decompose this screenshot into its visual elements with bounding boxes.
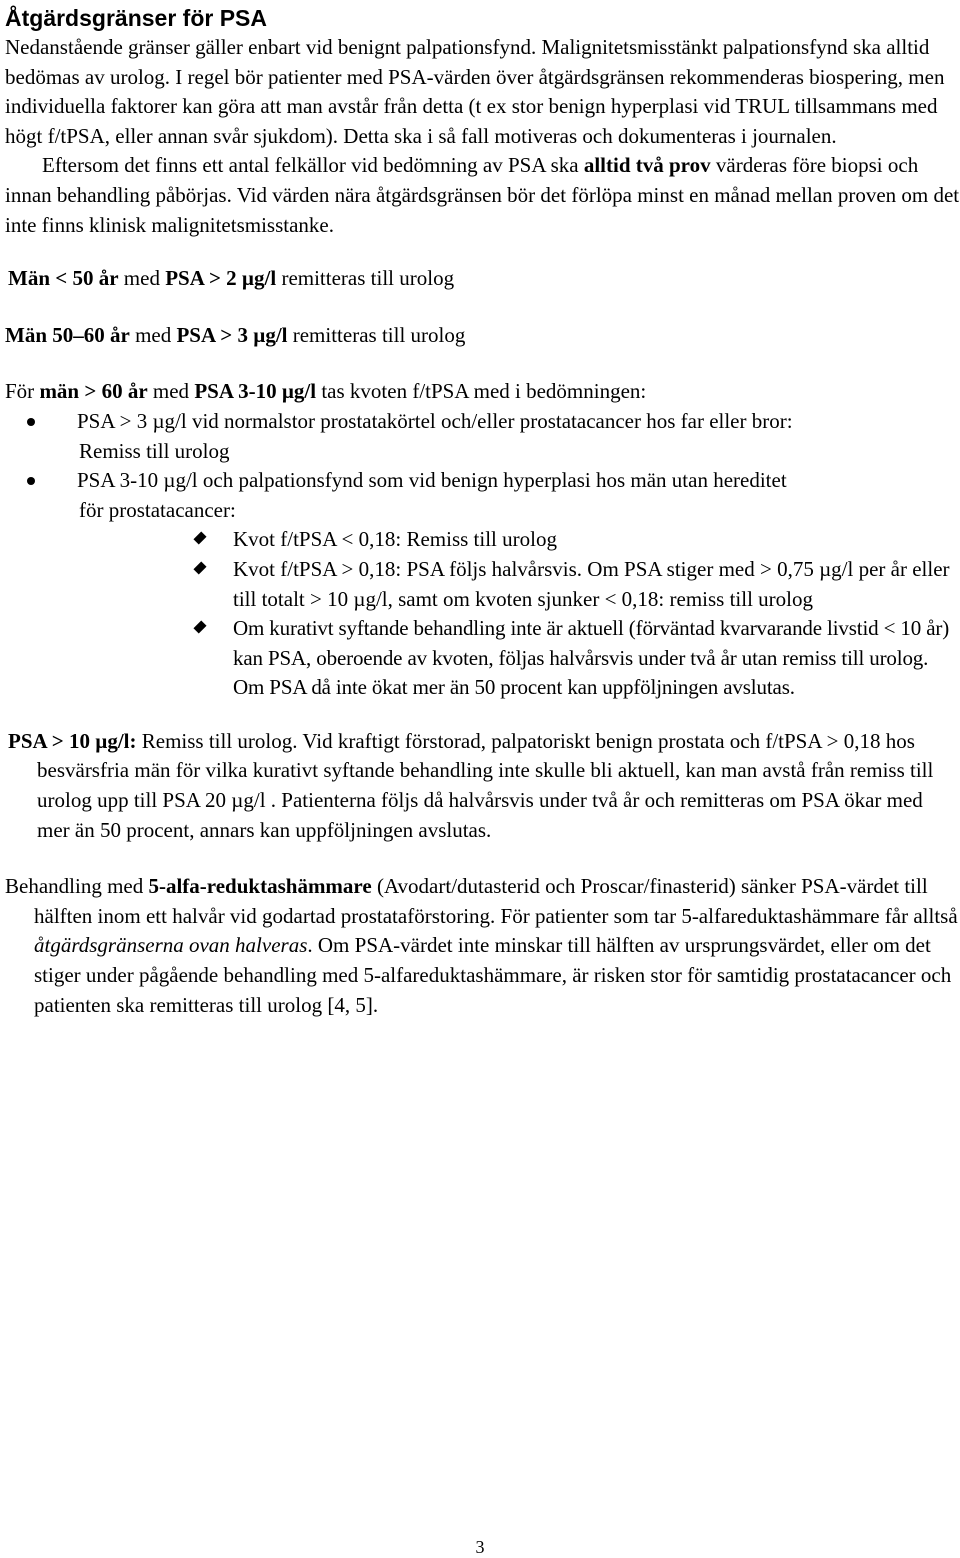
list-item: Kvot f/tPSA > 0,18: PSA följs halvårsvis. Om PSA stiger med > 0,75 µg/l per år eller till totalt > 10 µg/l, samt om kvoten sjunker < 0,18: remiss till urolog xyxy=(5,555,960,614)
rule-under-50: Män < 50 år med PSA > 2 µg/l remitteras till urolog xyxy=(8,266,455,291)
list-item: PSA 3-10 µg/l och palpationsfynd som vid benign hyperplasi hos män utan hereditet för prostatacancer: xyxy=(5,466,960,525)
bullet-icon xyxy=(27,477,35,485)
list-item: Om kurativt syftande behandling inte är aktuell (förväntad kvarvarande livstid < 10 år) kan PSA, oberoende av kvoten, följas halvårsvis under två år utan remiss till urolog. Om PSA då inte ökat mer än 50 procent kan uppföljningen avslutas. xyxy=(5,614,960,703)
list-item: PSA > 3 µg/l vid normalstor prostatakörtel och/eller prostatacancer hos far eller bror: Remiss till urolog xyxy=(5,407,960,466)
intro-paragraph: Nedanstående gränser gäller enbart vid benignt palpationsfynd. Malignitetsmisstänkt palpationsfynd ska alltid bedömas av urolog. I regel bör patienter med PSA-värden över åtgärdsgränsen rekommenderas biospering, men individuella faktorer kan göra att man avstår från detta (t ex stor benign hyperplasi vid TRUL tillsammans med högt f/tPSA, eller annan svår sjukdom). Detta ska i så fall motiveras och dokumenteras i journalen. xyxy=(5,35,945,148)
ratio-sub-list xyxy=(5,525,960,703)
rule-over-60: För män > 60 år med PSA 3-10 µg/l tas kvoten f/tPSA med i bedömningen: xyxy=(5,379,647,404)
diamond-bullet-icon xyxy=(193,532,206,545)
diamond-bullet-icon xyxy=(193,621,206,634)
section-heading: Åtgärdsgränser för PSA xyxy=(5,5,268,31)
diamond-bullet-icon xyxy=(193,561,206,574)
alfa-reductase-emphasis: 5-alfa-reduktashämmare xyxy=(148,874,372,899)
rule-50-60: Män 50–60 år med PSA > 3 µg/l remitteras till urolog xyxy=(5,322,466,347)
bullet-icon xyxy=(27,418,35,426)
document-page xyxy=(5,3,960,1020)
list-item: Kvot f/tPSA < 0,18: Remiss till urolog xyxy=(5,525,960,555)
psa-over-10-paragraph: PSA > 10 µg/l: Remiss till urolog. Vid kraftigt förstorad, palpatoriskt benign prostata och f/tPSA > 0,18 hos besvärsfria män för vilka kurativt syftande behandling inte skulle bli aktuell, kan man avstå från remiss till urolog upp till PSA 20 µg/l . Patienterna följs då halvårsvis under två år och remitteras om PSA ökar med mer än 50 procent, annars kan uppföljningen avslutas. xyxy=(8,728,934,842)
halved-limits-emphasis: åtgärdsgränserna ovan halveras xyxy=(34,933,308,958)
page-number: 3 xyxy=(475,1537,485,1557)
alfa-reductase-paragraph: Behandling med 5-alfa-reduktashämmare (Avodart/dutasterid och Proscar/finasterid) sänker PSA-värdet till hälften inom ett halvår vid godartad prostataförstoring. För patienter som tar 5-alfareduktashämmare får alltså åtgärdsgränserna ovan halveras. Om PSA-värdet inte minskar till hälften av ursprungsvärdet, eller om det stiger under pågående behandling med 5-alfareduktashämmare, är risken stor för samtidig prostatacancer och patienten ska remitteras till urolog [4, 5]. xyxy=(5,874,958,1017)
criteria-list xyxy=(5,407,960,525)
always-two-samples-emphasis: alltid två prov xyxy=(583,153,711,178)
two-samples-paragraph: Eftersom det finns ett antal felkällor vid bedömning av PSA ska alltid två prov värderas före biopsi och innan behandling påbörjas. Vid värden nära åtgärdsgränsen bör det förlöpa minst en månad mellan proven om det inte finns klinisk malignitetsmisstanke. xyxy=(5,153,960,237)
